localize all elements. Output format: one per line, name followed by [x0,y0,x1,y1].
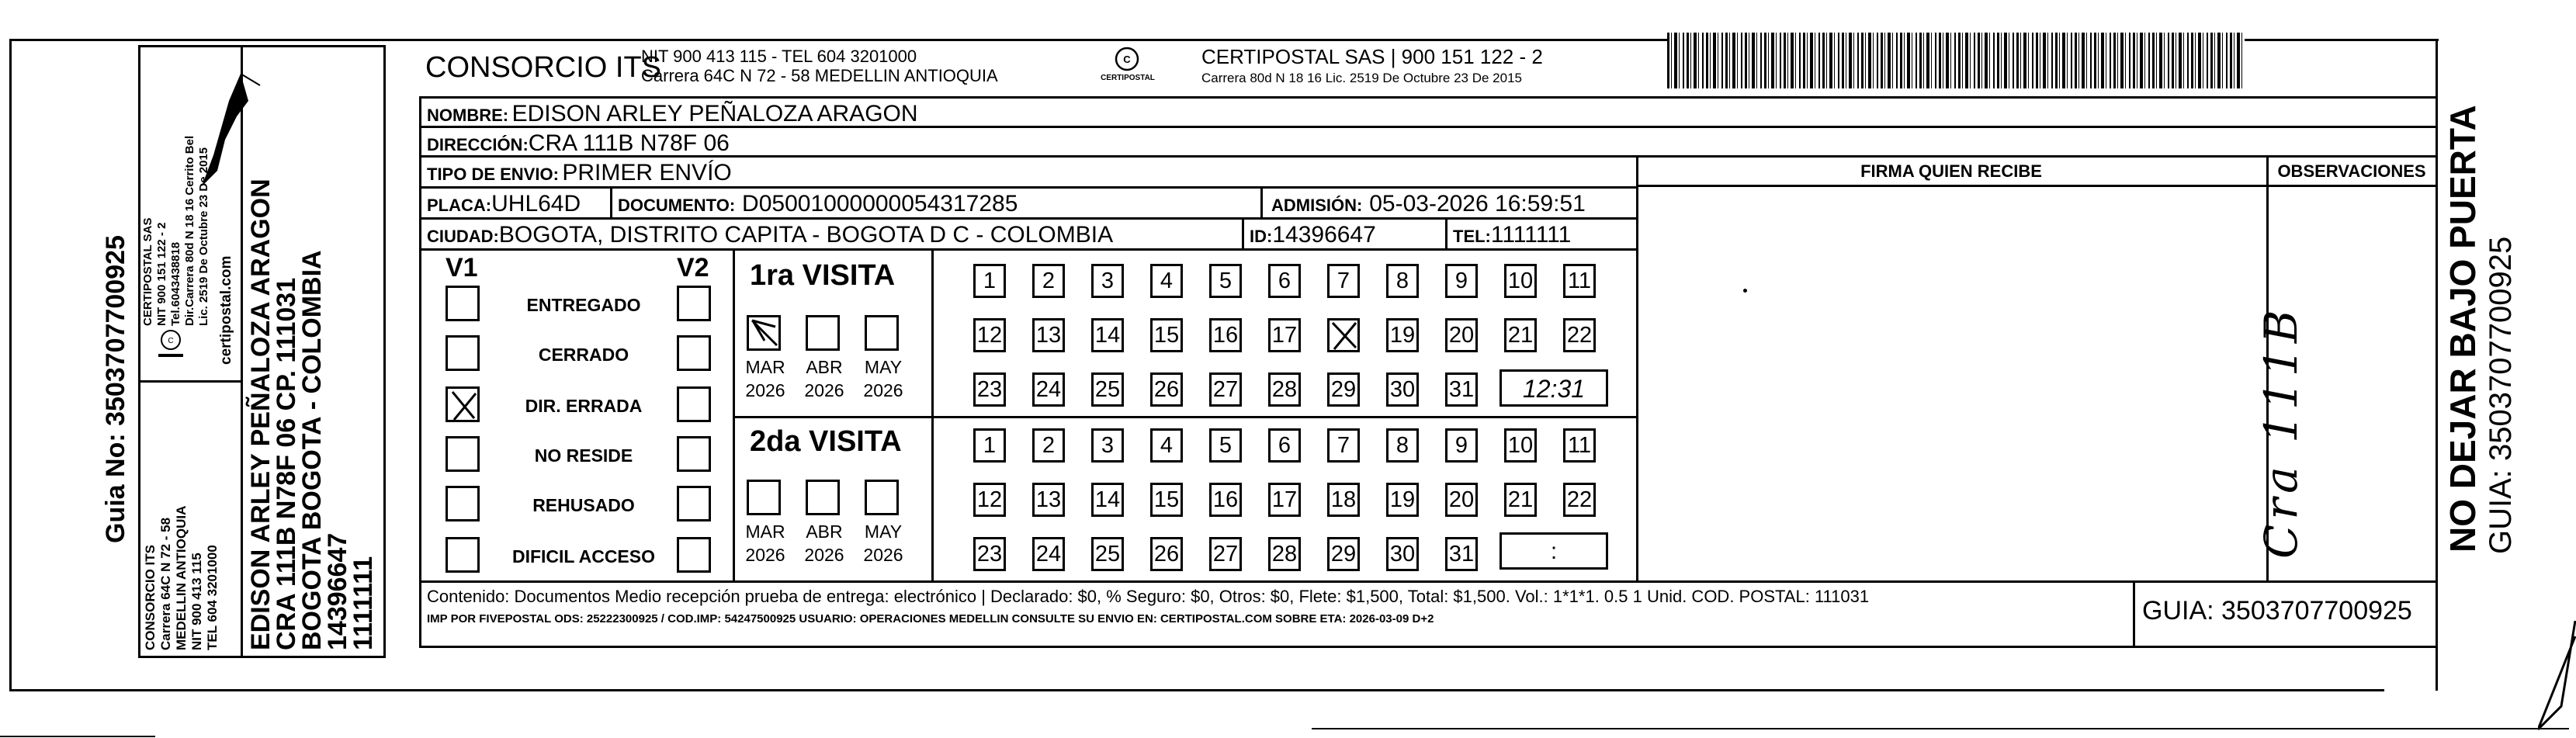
first-day-13[interactable]: 13 [1032,318,1065,352]
option-dir-errada: DIR. ERRADA [525,396,643,416]
second-visit-title: 2da VISITA [750,425,902,458]
second-day-27[interactable]: 27 [1209,537,1242,571]
first-month-label: ABR [806,357,843,377]
second-day-16[interactable]: 16 [1209,483,1242,517]
imp-text: IMP POR FIVEPOSTAL ODS: 25222300925 / COD.IMP: 54247500925 USUARIO: OPERACIONES MEDELLIN CONSULTE SU ENVIO EN: CERTIPOSTAL.COM SOBRE ETA: 2026-03-09 D+2 [427,612,1434,625]
nombre-row: NOMBRE: EDISON ARLEY PEÑALOZA ARAGON [427,101,918,126]
direccion-value: CRA 111B N78F 06 [528,130,730,156]
no-dejar-bajo-puerta: NO DEJAR BAJO PUERTA [2443,105,2483,553]
id-value: 14396647 [1272,222,1376,248]
contenido-text: Contenido: Documentos Medio recepción prueba de entrega: electrónico | Declarado: $0, % Seguro: $0, Otros: $0, Flete: $1,500, Total: $1,500. Vol.: 1*1*1. 0.5 1 Unid. COD. POSTAL: 111031 [427,587,1870,606]
firma-mark [1743,289,1747,293]
option-entregado: ENTREGADO [526,295,641,315]
second-day-11[interactable]: 11 [1563,428,1596,463]
placa-value: UHL64D [491,191,581,217]
option-rehusado: REHUSADO [532,495,635,515]
first-day-12[interactable]: 12 [973,318,1006,352]
second-year-label: 2026 [804,545,844,565]
v1-dir-errada-checkbox[interactable] [446,386,480,422]
barcode [1667,33,2245,88]
first-day-20[interactable]: 20 [1445,318,1478,352]
option-dificil-acceso: DIFICIL ACCESO [511,546,655,566]
second-day-23[interactable]: 23 [973,537,1006,571]
second-month-label: MAY [864,521,903,542]
second-month-label: MAR [745,521,785,542]
first-day-7[interactable]: 7 [1327,264,1360,298]
stub-recipient: EDISON ARLEY PEÑALOZA ARAGON CRA 111B N78F 06 CP. 111031 BOGOTA BOGOTA - COLOMBIA 14396647 1111111 [246,178,378,650]
tipo-row: TIPO DE ENVIO: PRIMER ENVÍO [427,160,732,185]
first-visit-title: 1ra VISITA [750,259,896,292]
first-day-28[interactable]: 28 [1268,372,1301,407]
svg-text:C: C [1123,54,1131,65]
id-row: ID:14396647 [1250,222,1376,248]
second-year-label: 2026 [745,545,785,565]
admision-value: 05-03-2026 16:59:51 [1369,191,1586,217]
second-day-29[interactable]: 29 [1327,537,1360,571]
first-day-26[interactable]: 26 [1150,372,1183,407]
tipo-value: PRIMER ENVÍO [562,160,732,185]
second-day-10[interactable]: 10 [1504,428,1537,463]
v2-dificil-acceso-checkbox[interactable] [677,537,711,573]
documento-value: D05001000000054317285 [742,191,1018,217]
ciudad-value: BOGOTA, DISTRITO CAPITA - BOGOTA D C - COLOMBIA [498,222,1114,248]
first-year-label: 2026 [863,380,903,400]
option-cerrado: CERRADO [538,345,629,365]
first-day-21[interactable]: 21 [1504,318,1537,352]
first-day-14[interactable]: 14 [1091,318,1124,352]
first-day-23[interactable]: 23 [973,372,1006,407]
second-month-label: ABR [806,521,843,542]
first-day-16[interactable]: 16 [1209,318,1242,352]
second-day-22[interactable]: 22 [1563,483,1596,517]
first-day-8[interactable]: 8 [1386,264,1419,298]
first-day-29[interactable]: 29 [1327,372,1360,407]
stub-sender: CONSORCIO ITS Carrera 64C N 72 - 58 MEDELLIN ANTIOQUIA NIT 900 413 115 TEL 604 3201000 [143,505,220,650]
first-month-label: MAR [745,357,785,377]
firma-header: FIRMA QUIEN RECIBE [1860,161,2042,181]
first-month-abr-checkbox[interactable] [806,315,840,351]
first-day-4[interactable]: 4 [1150,264,1183,298]
second-day-25[interactable]: 25 [1091,537,1124,571]
observaciones-header: OBSERVACIONES [2277,161,2426,181]
v2-cerrado-checkbox[interactable] [677,335,711,371]
first-month-mar-checkbox[interactable] [747,315,781,351]
second-month-abr-checkbox[interactable] [806,480,840,515]
handwritten-x-icon [1330,320,1357,351]
second-day-13[interactable]: 13 [1032,483,1065,517]
v1-entregado-checkbox[interactable] [446,286,480,321]
handwritten-x-icon [448,389,479,421]
first-day-11[interactable]: 11 [1563,264,1596,298]
v1-rehusado-checkbox[interactable] [446,486,480,521]
first-day-27[interactable]: 27 [1209,372,1242,407]
tel-row: TEL:1111111 [1453,222,1572,248]
second-day-24[interactable]: 24 [1032,537,1065,571]
admision-row: ADMISIÓN: 05-03-2026 16:59:51 [1271,191,1586,217]
first-day-3[interactable]: 3 [1091,264,1124,298]
handwritten-mark-icon [749,317,780,350]
second-day-20[interactable]: 20 [1445,483,1478,517]
v1-label: V1 [446,253,478,282]
placa-row: PLACA:UHL64D [427,191,581,217]
second-day-26[interactable]: 26 [1150,537,1183,571]
first-day-19[interactable]: 19 [1386,318,1419,352]
v2-no-reside-checkbox[interactable] [677,436,711,472]
second-day-2[interactable]: 2 [1032,428,1065,463]
first-day-31[interactable]: 31 [1445,372,1478,407]
first-year-label: 2026 [804,380,844,400]
documento-row: DOCUMENTO: D05001000000054317285 [618,191,1018,217]
second-day-1[interactable]: 1 [973,428,1006,463]
second-day-14[interactable]: 14 [1091,483,1124,517]
v2-rehusado-checkbox[interactable] [677,486,711,521]
page-curl [2538,621,2576,738]
first-day-2[interactable]: 2 [1032,264,1065,298]
stub-carrier: CERTIPOSTAL SAS NIT 900 151 122 - 2 Tel.6043438818 Dir.Carrera 80d N 18 16 Cerrito Bel Lic. 2519 De Octubre 23 De 2015 [141,135,210,326]
second-visit-time[interactable]: : [1499,532,1608,570]
second-day-4[interactable]: 4 [1150,428,1183,463]
first-day-9[interactable]: 9 [1445,264,1478,298]
first-day-6[interactable]: 6 [1268,264,1301,298]
first-month-label: MAY [864,357,903,377]
first-day-24[interactable]: 24 [1032,372,1065,407]
second-day-8[interactable]: 8 [1386,428,1419,463]
svg-text:C: C [168,337,174,345]
v2-dir-errada-checkbox[interactable] [677,386,711,422]
second-day-19[interactable]: 19 [1386,483,1419,517]
second-month-may-checkbox[interactable] [865,480,899,515]
first-day-15[interactable]: 15 [1150,318,1183,352]
second-day-7[interactable]: 7 [1327,428,1360,463]
carrier-line-1: CERTIPOSTAL SAS | 900 151 122 - 2 [1201,45,1543,68]
stub-web: certipostal.com [218,255,234,365]
observaciones-handwriting: Cra 111B [2255,305,2307,559]
first-day-10[interactable]: 10 [1504,264,1537,298]
company-line-1: NIT 900 413 115 - TEL 604 3201000 [641,47,917,66]
second-day-15[interactable]: 15 [1150,483,1183,517]
first-month-may-checkbox[interactable] [865,315,899,351]
second-day-5[interactable]: 5 [1209,428,1242,463]
v1-cerrado-checkbox[interactable] [446,335,480,371]
first-day-18[interactable] [1327,318,1360,352]
v2-entregado-checkbox[interactable] [677,286,711,321]
nombre-value: EDISON ARLEY PEÑALOZA ARAGON [511,101,918,126]
first-day-5[interactable]: 5 [1209,264,1242,298]
footer-guia: GUIA: 3503707700925 [2142,596,2412,625]
logo-text: CERTIPOSTAL [1101,74,1155,82]
company-name: CONSORCIO ITS [425,51,662,84]
stub-guia-no: Guia No: 3503707700925 [101,235,130,543]
tel-value: 1111111 [1490,222,1572,248]
second-month-mar-checkbox[interactable] [747,480,781,515]
option-no-reside: NO RESIDE [534,445,633,466]
second-day-9[interactable]: 9 [1445,428,1478,463]
first-visit-time[interactable]: 12:31 [1499,369,1608,407]
ciudad-row: CIUDAD:BOGOTA, DISTRITO CAPITA - BOGOTA D C - COLOMBIA [427,222,1114,248]
second-day-3[interactable]: 3 [1091,428,1124,463]
certipostal-stub-logo-icon [155,326,186,365]
side-guia: GUIA: 3503707700925 [2484,236,2518,554]
company-line-2: Carrera 64C N 72 - 58 MEDELLIN ANTIOQUIA [641,66,998,85]
second-day-6[interactable]: 6 [1268,428,1301,463]
second-day-12[interactable]: 12 [973,483,1006,517]
colombia-map-icon [194,70,264,194]
carrier-line-2: Carrera 80d N 18 16 Lic. 2519 De Octubre 23 De 2015 [1201,71,1522,85]
v1-dificil-acceso-checkbox[interactable] [446,537,480,573]
second-year-label: 2026 [863,545,903,565]
direccion-row: DIRECCIÓN:CRA 111B N78F 06 [427,130,730,156]
first-day-30[interactable]: 30 [1386,372,1419,407]
second-day-18[interactable]: 18 [1327,483,1360,517]
first-day-25[interactable]: 25 [1091,372,1124,407]
second-day-30[interactable]: 30 [1386,537,1419,571]
first-day-1[interactable]: 1 [973,264,1006,298]
second-day-21[interactable]: 21 [1504,483,1537,517]
first-year-label: 2026 [745,380,785,400]
v2-label: V2 [677,253,709,282]
v1-no-reside-checkbox[interactable] [446,436,480,472]
second-day-31[interactable]: 31 [1445,537,1478,571]
second-day-28[interactable]: 28 [1268,537,1301,571]
second-day-17[interactable]: 17 [1268,483,1301,517]
first-day-22[interactable]: 22 [1563,318,1596,352]
first-day-17[interactable]: 17 [1268,318,1301,352]
